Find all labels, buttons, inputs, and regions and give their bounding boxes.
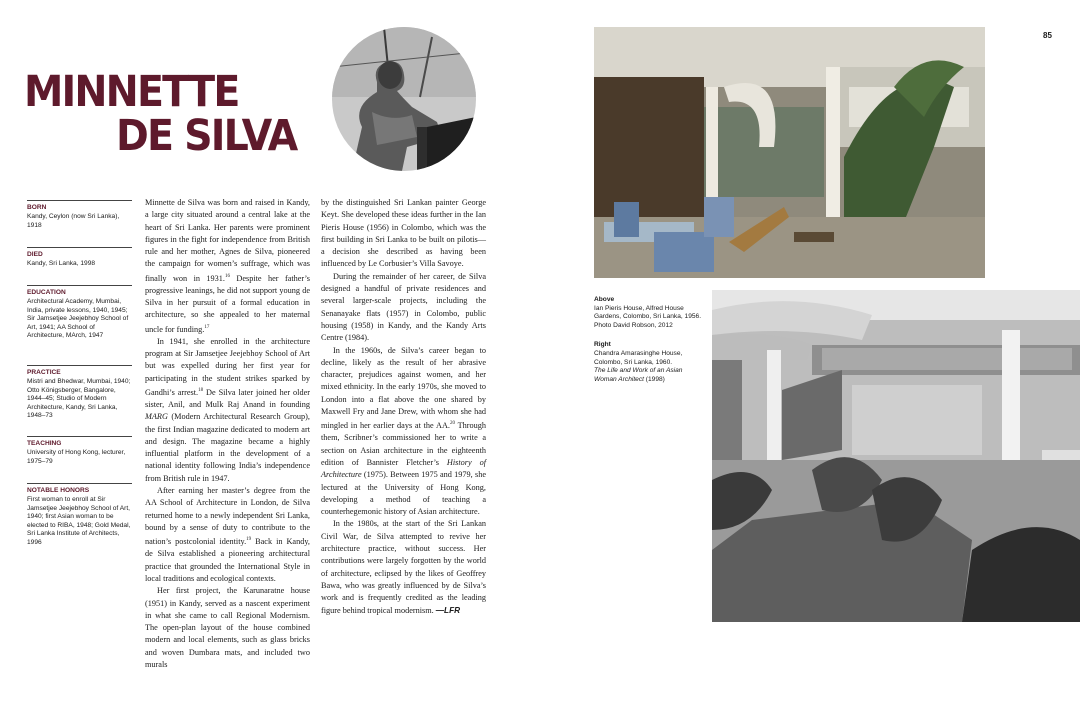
fact-label: PRACTICE bbox=[27, 369, 61, 376]
title-line-1: MINNETTE bbox=[24, 67, 239, 117]
body-column-2 bbox=[321, 197, 486, 617]
fact-died bbox=[27, 247, 132, 285]
fact-label: BORN bbox=[27, 204, 47, 211]
author-signature: —LFR bbox=[435, 605, 461, 615]
fact-teaching bbox=[27, 436, 132, 483]
paragraph: by the distinguished Sri Lankan painter George Keyt. She developed these ideas further in the Ian Pieris House (1956) in Colombo, which was the first building in Sri Lanka to be built on pilotis—a decision she described as having been influenced by Le Corbusier’s Villa Savoye. bbox=[321, 198, 486, 269]
paragraph: In the 1980s, at the start of the Sri Lankan Civil War, de Silva attempted to revive her architecture practice, without success. Her contributions were largely forgotten by the world of architecture, eclipsed by the likes of Geoffrey Bawa, who was greatly influenced by de Silva’s work and is frequently credited as the leading figure behind tropical modernism. —LFR bbox=[321, 519, 486, 615]
paragraph: Her first project, the Karunaratne house (1951) in Kandy, served as a nascent experiment in what she came to call Regional Modernism. The open-plan layout of the house combined modern and local elements, such as glass bricks and woven Dumbara mats, and included two murals bbox=[145, 586, 310, 669]
fact-born bbox=[27, 200, 132, 247]
paragraph: In the 1960s, de Silva’s career began to decline, likely as the result of her abrasive character, prejudices against women, and her mixed ethnicity. In the early 1970s, she moved to London into a flat above the one shared by Maxwell Fry and Jane Drew, with whom she had mingled in her earlier days at the AA.$^{20}$ Through them, Scribner’s commissioned her to write a section on Asian architecture in the eighteenth edition of Bannister Fletcher’s History of Architecture (1975). Between 1975 and 1979, she lectured at the University of Hong Kong, developing a method of teaching a counterhegemonic history of Asian architecture. bbox=[321, 345, 486, 517]
photo-ian-pieris-house bbox=[594, 27, 985, 278]
fact-education bbox=[27, 285, 132, 365]
paragraph: During the remainder of her career, de Silva designed a handful of private residences and several larger-scale projects, including the Senanayake flats (1957) in Colombo, public housing (1958) in Kandy, and the Kandy Arts Centre (1984). bbox=[321, 271, 486, 343]
fact-label: NOTABLE HONORS bbox=[27, 487, 90, 494]
facts-sidebar bbox=[27, 200, 132, 548]
caption-above-heading: Above bbox=[594, 296, 615, 303]
fact-practice bbox=[27, 365, 132, 436]
photo-chandra-amarasinghe-house bbox=[712, 290, 1080, 622]
fact-text: Mistri and Bhedwar, Mumbai, 1940; Otto Königsberger, Bangalore, 1944–45; Studio of Modern Architecture, Kandy, Sri Lanka, 1948–73 bbox=[27, 378, 131, 420]
fact-text: Architectural Academy, Mumbai, India, private lessons, 1940, 1945; Sir Jamsetjee Jeejebhoy School of Art, 1941; AA School of Architecture, MArch, 1947 bbox=[27, 298, 129, 340]
article-title bbox=[24, 67, 297, 161]
fact-label: DIED bbox=[27, 251, 43, 258]
body-column-1 bbox=[145, 197, 310, 671]
fact-text: Kandy, Sri Lanka, 1998 bbox=[27, 260, 96, 267]
fact-label: TEACHING bbox=[27, 440, 62, 447]
fact-text: Kandy, Ceylon (now Sri Lanka), 1918 bbox=[27, 213, 120, 229]
paragraph: Minnette de Silva was born and raised in Kandy, a large city situated around a central lake at the heart of Sri Lanka. Her parents were prominent figures in the fight for independence from British rule and her mother, Agnes de Silva, pioneered the campaign for women’s suffrage, which was finally won in 1931.16 Despite her father’s progressive leanings, he did not support young de Silva in her pursuit of a formal education in architecture, so she appealed to her maternal uncle for funding.$^{17}$ bbox=[145, 198, 310, 334]
page-number: 85 bbox=[1043, 31, 1052, 40]
fact-text: First woman to enroll at Sir Jamsetjee Jeejebhoy School of Art, 1940; first Asian woman to be elected to RIBA, 1948; Gold Medal, Sri Lanka Institute of Architects, 1996 bbox=[27, 496, 131, 546]
title-line-2: DE SILVA bbox=[116, 111, 297, 161]
portrait-photo bbox=[332, 27, 476, 171]
photo-captions bbox=[594, 296, 706, 395]
fact-text: University of Hong Kong, lecturer, 1975–79 bbox=[27, 449, 126, 465]
caption-above-text: Ian Pieris House, Alfred House Gardens, Colombo, Sri Lanka, 1956. Photo David Robson, 2012 bbox=[594, 304, 702, 329]
fact-label: EDUCATION bbox=[27, 289, 66, 296]
fact-notable-honors bbox=[27, 483, 132, 548]
caption-right-text: Chandra Amarasinghe House, Colombo, Sri Lanka, 1960. The Life and Work of an Asian Woman Architect (1998) bbox=[594, 349, 683, 383]
caption-right-heading: Right bbox=[594, 341, 611, 349]
paragraph: After earning her master’s degree from the AA School of Architecture in London, de Silva returned home to a newly independent Sri Lanka, bound by a sense of duty to contribute to the nation’s postcolonial identity.$^{19}$ Back in Kandy, de Silva established a pioneering architectural practice that grounded the International Style in local traditions and ecological contexts. bbox=[145, 486, 310, 583]
paragraph: In 1941, she enrolled in the architecture program at Sir Jamsetjee Jeejebhoy School of Art but was expelled during her first year for participating in the student strikes sparked by Gandhi’s arrest.$^{18}$ De Silva later joined her older sister, Anil, and Mulk Raj Anand in founding MARG (Modern Architectural Research Group), the first Indian magazine dedicated to modern art and design. The magazine became a highly influential platform in the development of a national identity following India’s independence from British rule in 1947. bbox=[145, 336, 310, 483]
